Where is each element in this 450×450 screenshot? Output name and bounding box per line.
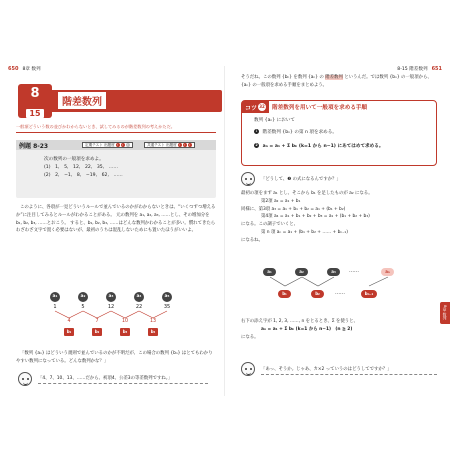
student-reply: 「4、7、10、13、……だから、初項4、公差3の等差数列ですね。」 bbox=[38, 376, 208, 384]
section-title: 階差数列 bbox=[58, 92, 106, 109]
derivation-block bbox=[241, 190, 441, 245]
sigma-formula: aₙ = a₁ + Σ bₖ (k=1 から n−1) (n ≧ 2) bbox=[261, 326, 353, 332]
difficulty-dot: ! bbox=[179, 143, 181, 147]
seq-label: a₄ bbox=[134, 292, 144, 302]
left-page-number: 650 bbox=[8, 66, 19, 72]
diff-term: b₁ bbox=[278, 290, 291, 298]
test-tag-periodic bbox=[82, 142, 133, 148]
question-paragraph: 「数列 {aₙ} はどういう規則で並んでいるのかが不明だが、この場合の数列 {bₙ} はとてもわかりやすい数列になっている。どんな数列かな？」 bbox=[16, 351, 213, 364]
right-page bbox=[227, 66, 448, 396]
section-number: 15 bbox=[26, 109, 43, 118]
student-question-1: 「どうして、❷ の式になるんですか？」 bbox=[261, 177, 341, 182]
seq-value: 1 bbox=[53, 304, 57, 310]
left-chapter-label: 8章 数列 bbox=[22, 67, 41, 72]
student-avatar bbox=[18, 372, 32, 386]
diff-value: 10 bbox=[121, 319, 129, 324]
ellipsis: …… bbox=[335, 290, 345, 296]
book-spine bbox=[224, 66, 225, 396]
seq-label: a₅ bbox=[162, 292, 172, 302]
term-label: a₃ bbox=[327, 268, 340, 276]
diff-term: bₙ₋₁ bbox=[361, 290, 377, 298]
tip-box bbox=[241, 100, 437, 166]
difficulty-dot: ! bbox=[122, 143, 124, 147]
intro-text: そうだね。この数列 {bₙ} を数列 {aₙ} の bbox=[241, 75, 324, 80]
term-highlight: 階差数列 bbox=[325, 75, 343, 80]
example-box bbox=[16, 140, 216, 198]
student-avatar bbox=[241, 172, 255, 186]
explanation-line: すると、b₁, b₂, b₃, ……はどんな数列かわかることが多い。慣れてきたらわざわざ文字で置く必要はないが、最初のうちは混乱しないためにも置いたほうがいいよ。 bbox=[16, 220, 216, 234]
derivation-line: 第 n 項 aₙ = a₁ + (b₁ + b₂ + …… + bₙ₋₁) bbox=[261, 229, 348, 235]
difficulty-dot: ! bbox=[184, 143, 186, 147]
derivation-line: になるね。 bbox=[241, 237, 263, 243]
term-label: a₂ bbox=[295, 268, 308, 276]
difficulty-dot: ! bbox=[189, 143, 191, 147]
left-running-head bbox=[8, 66, 41, 72]
seq-value: 35 bbox=[163, 304, 171, 310]
tip-tag-text: コツ bbox=[245, 104, 258, 112]
derivation-line: 第2項 a₂ = a₁ + b₁ bbox=[261, 198, 301, 204]
tip-line-0: 数列 {aₙ} において bbox=[254, 118, 295, 123]
tip-step-text: 階差数列 {bₙ} の第 n 項を求める。 bbox=[262, 130, 337, 135]
section-title-bar bbox=[52, 90, 222, 112]
section-chapter: 8 bbox=[30, 86, 40, 101]
example-item-1: (1) 1, 5, 12, 22, 35, …… bbox=[44, 165, 118, 170]
example-body bbox=[44, 156, 123, 180]
derivation-line: になる。この調子でいくと、 bbox=[241, 222, 299, 228]
section-badge bbox=[18, 84, 52, 118]
right-page-number: 651 bbox=[431, 66, 442, 72]
general-term-diagram bbox=[263, 268, 403, 308]
tip-tag bbox=[242, 101, 269, 113]
test-tag-periodic-text: 定期テスト 出題度 bbox=[85, 143, 115, 147]
seq-value: 22 bbox=[135, 304, 143, 310]
derivation-line: 同様に、第3項 a₃ = a₁ + b₁ + b₂ = a₁ + (b₁ + b₂) bbox=[241, 206, 346, 212]
tip-header bbox=[242, 101, 367, 113]
difficulty-dot: ! bbox=[117, 143, 119, 147]
tip-title: 階差数列を用いて一般項を求める手順 bbox=[272, 105, 368, 111]
right-running-head bbox=[397, 66, 442, 72]
sigma-line: になる。 bbox=[241, 334, 259, 340]
term-label: aₙ bbox=[381, 268, 394, 276]
tip-step-1 bbox=[254, 129, 337, 136]
chapter-side-tab: 8章 数列 bbox=[440, 302, 450, 324]
left-page bbox=[6, 66, 223, 396]
intro-text: というんだ。では数列 {bₙ} の一般項から、{aₙ} の一般項を求める手順をまとめよう。 bbox=[241, 75, 432, 88]
difficulty-dot: ! bbox=[127, 143, 129, 147]
example-label: 例題 8-23 bbox=[19, 143, 49, 150]
explanation-line: このように、各項が一見どういうルールで並んでいるのかがわからないときは、“いくつずつ増えるか”に注目してみるとルールがわかることがある。 bbox=[16, 205, 216, 218]
diff-label: b₄ bbox=[148, 328, 158, 336]
student-avatar bbox=[241, 362, 255, 376]
step-bullet: 1 bbox=[255, 129, 258, 133]
step-bullet: 2 bbox=[255, 143, 258, 147]
student-question-2: 「あっ、そうか。じゃあ、カ×2 っていうのはどうしてですか？」 bbox=[261, 366, 437, 375]
sigma-line: 右下の添え字が 1, 2, 3, ……, n をとるとき、Σ を使うと、 bbox=[241, 319, 358, 324]
example-item-2: (2) 2, −1, 8, −19, 62, …… bbox=[44, 173, 123, 178]
diff-value: 4 bbox=[67, 319, 71, 324]
term-label: a₁ bbox=[263, 268, 276, 276]
test-tag-common bbox=[144, 142, 195, 148]
diff-label: b₂ bbox=[92, 328, 102, 336]
lead-divider bbox=[16, 132, 216, 133]
example-header bbox=[16, 140, 216, 150]
explanation-line: 元の数列を a₁, a₂, a₃, ……とし、その増加分を b₁, b₂, b₃, ……とおこう。 bbox=[16, 212, 210, 226]
term-arrows bbox=[263, 276, 403, 288]
derivation-line: 第4項 a₄ = a₁ + b₁ + b₂ + b₃ = a₁ + (b₁ + b₂ + b₃) bbox=[261, 214, 370, 220]
seq-label: a₁ bbox=[50, 292, 60, 302]
seq-value: 12 bbox=[107, 304, 115, 310]
derivation-line: 最初の項をまず a₁ とし、そこから b₁ を足したものが a₂ になる。 bbox=[241, 191, 373, 196]
ellipsis: …… bbox=[349, 268, 359, 274]
tip-step-text: aₙ = a₁ + Σ bₖ (k=1 から n−1) にあてはめて求める。 bbox=[262, 144, 384, 149]
right-section-label: 8-15 階差数列 bbox=[397, 67, 428, 72]
example-prompt: 次の数列の一般項を求めよ。 bbox=[44, 157, 104, 162]
diff-term: b₂ bbox=[311, 290, 324, 298]
diff-label: b₁ bbox=[64, 328, 74, 336]
section-lead: 一般項どういう数の並びかわからないとき、試してみるのが階差数列の考えかただ。 bbox=[16, 124, 175, 129]
seq-label: a₃ bbox=[106, 292, 116, 302]
sequence-diagram bbox=[46, 292, 176, 344]
diff-value: 7 bbox=[95, 319, 99, 324]
explanation-paragraph bbox=[16, 204, 216, 235]
test-tag-common-text: 共通テスト 出題度 bbox=[147, 143, 177, 147]
sigma-block bbox=[241, 318, 441, 341]
tip-step-2 bbox=[254, 143, 383, 150]
diff-label: b₃ bbox=[120, 328, 130, 336]
seq-label: a₂ bbox=[78, 292, 88, 302]
seq-value: 5 bbox=[81, 304, 85, 310]
intro-paragraph bbox=[241, 74, 441, 90]
diff-value: 13 bbox=[149, 319, 157, 324]
tip-number: 32 bbox=[259, 104, 265, 109]
